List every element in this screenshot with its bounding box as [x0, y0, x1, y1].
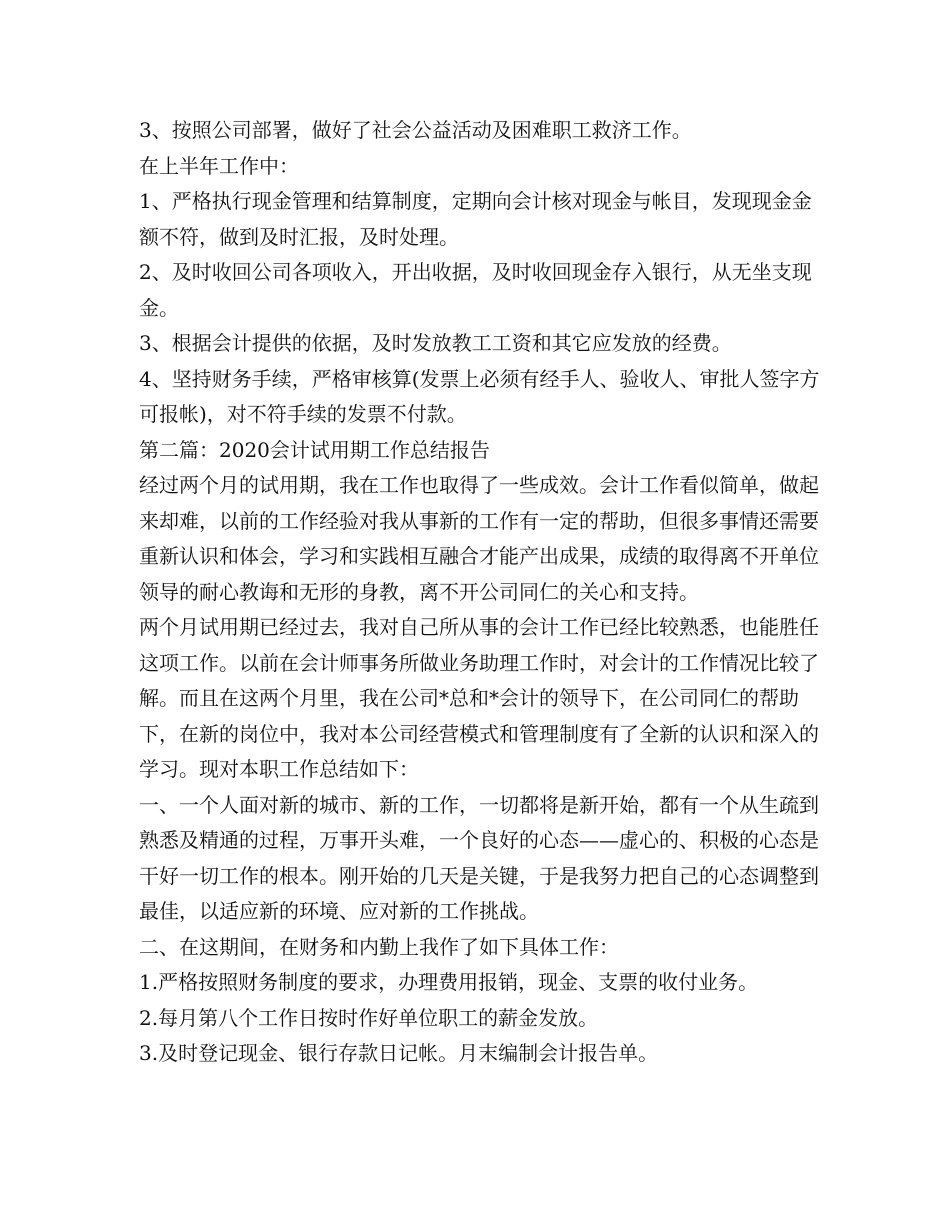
paragraph-probation-intro: 经过两个月的试用期，我在工作也取得了一些成效。会计工作看似简单，做起来却难，以前的工作经验对我从事新的工作有一定的帮助，但很多事情还需要重新认识和体会，学习和实践相互融合才能产出成果，成绩的取得离不开单位领导的耐心教诲和无形的身教，离不开公司同仁的关心和支持。 — [139, 473, 819, 604]
paragraph-section-two-heading: 二、在这期间，在财务和内勤上我作了如下具体工作： — [139, 934, 619, 959]
list-item-bookkeeping: 3.及时登记现金、银行存款日记帐。月末编制会计报告单。 — [139, 1041, 659, 1065]
section-heading-first-half: 在上半年工作中： — [139, 153, 299, 178]
list-item-payroll: 2.每月第八个工作日按时作好单位职工的薪金发放。 — [139, 1005, 599, 1030]
paragraph-section-one-attitude: 一、一个人面对新的城市、新的工作，一切都将是新开始，都有一个从生疏到熟悉及精通的过程，万事开头难，一个良好的心态——虚心的、积极的心态是干好一切工作的根本。刚开始的几天是关键，于是我努力把自己的心态调整到最佳，以适应新的环境、应对新的工作挑战。 — [139, 792, 819, 923]
document-body — [139, 113, 829, 1072]
paragraph-item-2-revenue-collection: 2、及时收回公司各项收入，开出收据，及时收回现金存入银行，从无坐支现金。 — [139, 260, 812, 320]
chapter-title-part-two: 第二篇：2020会计试用期工作总结报告 — [139, 437, 490, 462]
paragraph-item-3-salary-payment: 3、根据会计提供的依据，及时发放教工工资和其它应发放的经费。 — [139, 331, 732, 355]
paragraph-item-4-financial-procedures: 4、坚持财务手续，严格审核算(发票上必须有经手人、验收人、审批人签字方可报帐)，对不符手续的发票不付款。 — [139, 366, 820, 426]
paragraph-probation-summary: 两个月试用期已经过去，我对自己所从事的会计工作已经比较熟悉，也能胜任这项工作。以前在会计师事务所做业务助理工作时，对会计的工作情况比较了解。而且在这两个月里，我在公司*总和*会计的领导下，在公司同仁的帮助下，在新的岗位中，我对本公司经营模式和管理制度有了全新的认识和深入的学习。现对本职工作总结如下： — [139, 615, 819, 781]
paragraph-item-1-cash-management: 1、严格执行现金管理和结算制度，定期向会计核对现金与帐目，发现现金金额不符，做到及时汇报，及时处理。 — [139, 189, 812, 249]
list-item-reimbursement: 1.严格按照财务制度的要求，办理费用报销，现金、支票的收付业务。 — [139, 970, 759, 994]
paragraph-item-3-public-welfare: 3、按照公司部署，做好了社会公益活动及困难职工救济工作。 — [139, 118, 692, 142]
